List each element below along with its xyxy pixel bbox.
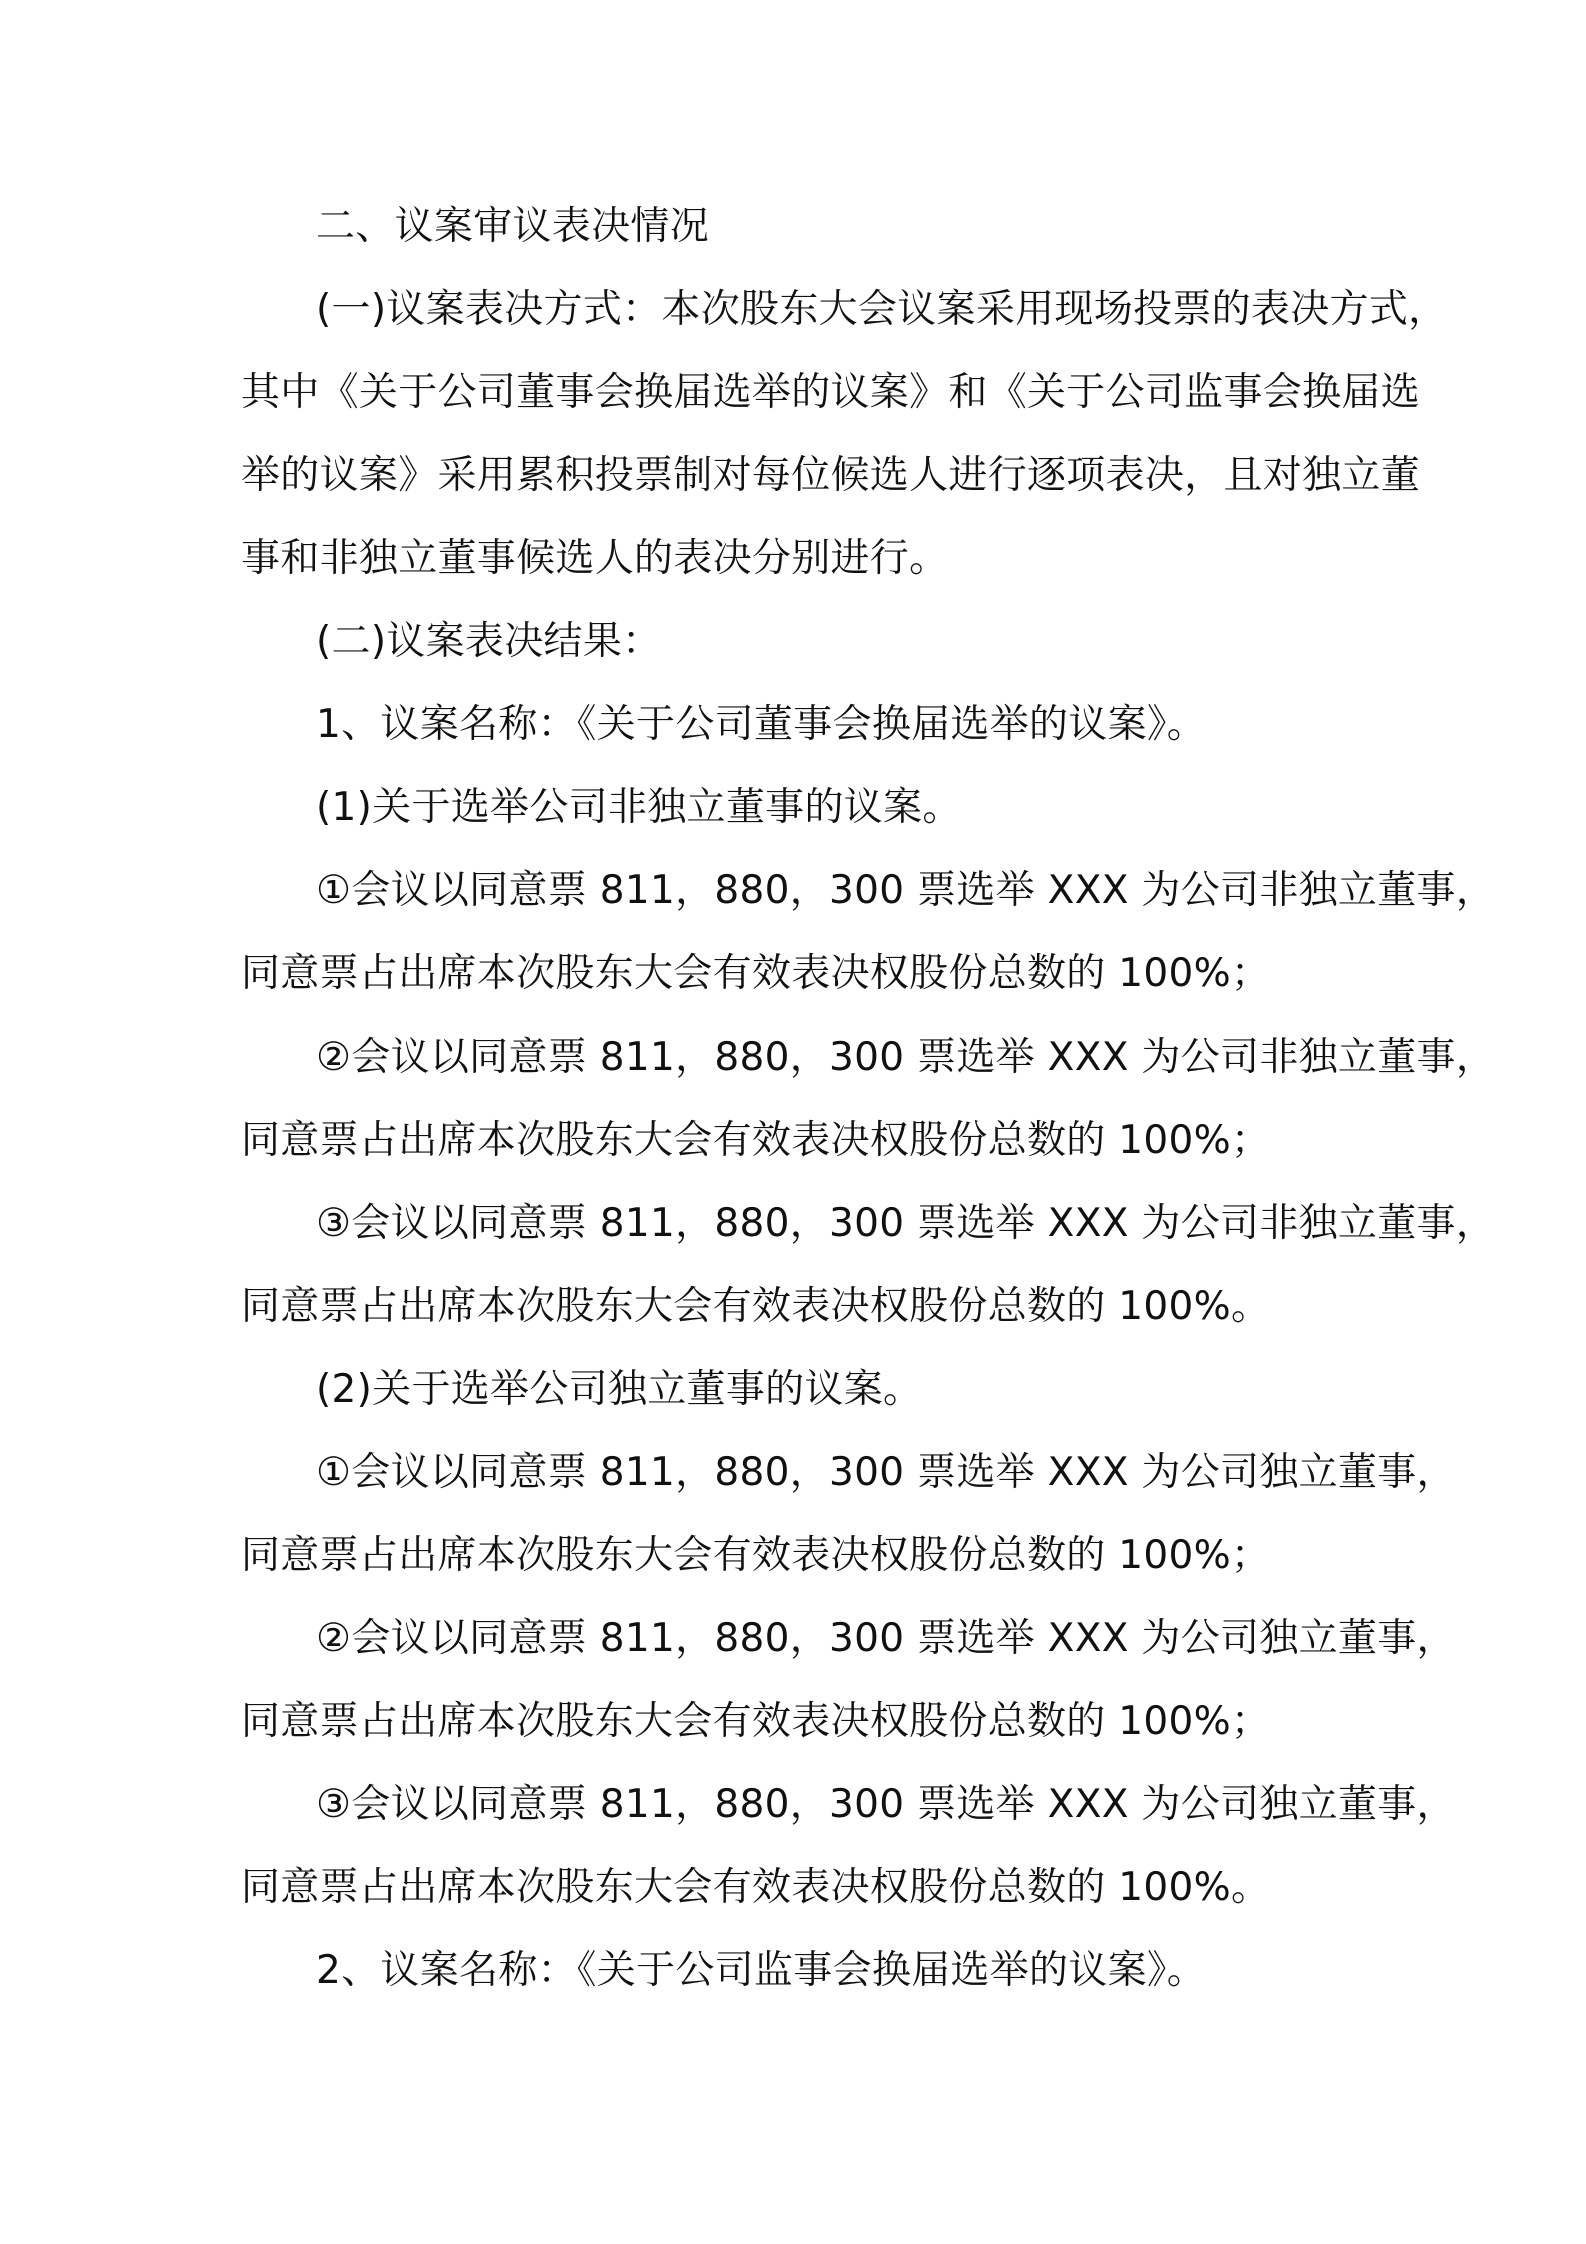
- motion-title: 1、议案名称：《关于公司董事会换届选举的议案》。: [316, 702, 1207, 747]
- vote-item-continuation: 同意票占出席本次股东大会有效表决权股份总数的 100%。: [241, 1284, 1271, 1329]
- subheading: (二)议案表决结果：: [316, 619, 662, 664]
- paragraph-line: (一)议案表决方式：本次股东大会议案采用现场投票的表决方式，: [316, 287, 1448, 332]
- vote-item: ③会议以同意票 811，880，300 票选举 XXX 为公司独立董事，: [316, 1782, 1456, 1827]
- vote-item-continuation: 同意票占出席本次股东大会有效表决权股份总数的 100%；: [241, 951, 1271, 996]
- vote-item: ②会议以同意票 811，880，300 票选举 XXX 为公司独立董事，: [316, 1616, 1456, 1661]
- vote-item: ①会议以同意票 811，880，300 票选举 XXX 为公司独立董事，: [316, 1450, 1456, 1495]
- vote-item: ③会议以同意票 811，880，300 票选举 XXX 为公司非独立董事，: [316, 1201, 1496, 1246]
- motion-title: 2、议案名称：《关于公司监事会换届选举的议案》。: [316, 1948, 1207, 1993]
- subsection-title: (2)关于选举公司独立董事的议案。: [316, 1367, 923, 1412]
- section-heading: 二、议案审议表决情况: [316, 204, 710, 249]
- vote-item-continuation: 同意票占出席本次股东大会有效表决权股份总数的 100%；: [241, 1699, 1271, 1744]
- vote-item-continuation: 同意票占出席本次股东大会有效表决权股份总数的 100%；: [241, 1118, 1271, 1163]
- vote-item: ②会议以同意票 811，880，300 票选举 XXX 为公司非独立董事，: [316, 1035, 1496, 1080]
- vote-item: ①会议以同意票 811，880，300 票选举 XXX 为公司非独立董事，: [316, 868, 1496, 913]
- vote-item-continuation: 同意票占出席本次股东大会有效表决权股份总数的 100%。: [241, 1865, 1271, 1910]
- subsection-title: (1)关于选举公司非独立董事的议案。: [316, 785, 962, 830]
- vote-item-continuation: 同意票占出席本次股东大会有效表决权股份总数的 100%；: [241, 1533, 1271, 1578]
- paragraph-line: 举的议案》采用累积投票制对每位候选人进行逐项表决，且对独立董: [241, 453, 1421, 498]
- paragraph-line: 事和非独立董事候选人的表决分别进行。: [241, 536, 949, 581]
- paragraph-line: 其中《关于公司董事会换届选举的议案》和《关于公司监事会换届选: [241, 370, 1421, 415]
